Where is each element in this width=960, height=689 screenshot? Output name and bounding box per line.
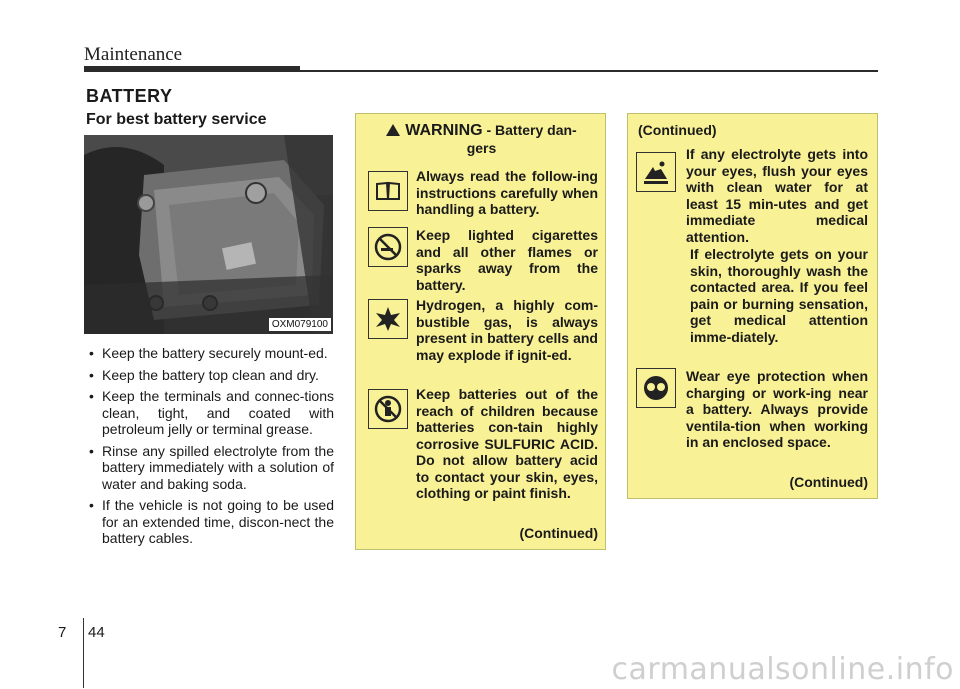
- acid-burn-icon: [636, 152, 676, 192]
- section-subtitle: For best battery service: [86, 111, 267, 128]
- warning-panel: [355, 113, 606, 550]
- list-item: • If the vehicle is not going to be used for an extended time, discon-nect the battery cables.: [86, 497, 334, 547]
- watermark: carmanualsonline.info: [611, 652, 954, 687]
- manual-book-icon: [368, 171, 408, 211]
- continued-heading: (Continued): [638, 122, 717, 138]
- header-rule-thin: [300, 70, 878, 72]
- warning-heading: [356, 122, 607, 158]
- warning-word: WARNING: [405, 122, 483, 139]
- list-item: • Keep the battery securely mount-ed.: [86, 345, 334, 362]
- warning-continued: (Continued): [519, 525, 598, 541]
- warning-heading-rest: - Battery dan-: [482, 122, 577, 138]
- section-title: BATTERY: [86, 86, 173, 106]
- warning-triangle-icon: [386, 124, 400, 136]
- warning-text-4: Keep batteries out of the reach of children because batteries con-tain highly corrosive SULFURIC ACID. Do not allow battery acid to contact your skin, eyes, clothing or paint finish.: [416, 386, 598, 501]
- warning-text-1: Always read the follow-ing instructions carefully when handling a battery.: [416, 168, 598, 217]
- warning-text-2: Keep lighted cigarettes and all other flames or sparks away from the battery.: [416, 227, 598, 293]
- continued-text-3: Wear eye protection when charging or work-ing near a battery. Always provide ventila-tion when working in an enclosed space.: [686, 368, 868, 450]
- page-number: 44: [88, 624, 105, 641]
- keep-away-children-icon: [368, 389, 408, 429]
- warning-panel-continued: [627, 113, 878, 499]
- no-smoking-icon: [368, 227, 408, 267]
- header-title: Maintenance: [84, 44, 183, 65]
- warning-text-3: Hydrogen, a highly com-bustible gas, is always present in battery cells and may explode if ignit-ed.: [416, 297, 598, 363]
- continued-text-1: If any electrolyte gets into your eyes, flush your eyes with clean water for at least 15 min-utes and get immediate medical attention.: [686, 146, 868, 245]
- warning-heading-rest2: gers: [466, 140, 497, 156]
- explosion-icon: [368, 299, 408, 339]
- eye-protection-icon: [636, 368, 676, 408]
- chapter-number: 7: [58, 624, 67, 641]
- page-divider: [83, 618, 84, 688]
- continued-footer: (Continued): [789, 474, 868, 490]
- list-item: • Keep the battery top clean and dry.: [86, 367, 334, 384]
- continued-text-2: If electrolyte gets on your skin, thoroughly wash the contacted area. If you feel pain or burning sensation, get medical attention imme-diately.: [690, 246, 868, 345]
- header-rule-thick: [84, 66, 300, 72]
- battery-tips-list: [86, 345, 334, 552]
- photo-code-label: OXM079100: [269, 318, 331, 331]
- list-item: • Keep the terminals and connec-tions clean, tight, and coated with petroleum jelly or terminal grease.: [86, 388, 334, 438]
- battery-photo: [84, 135, 333, 334]
- list-item: • Rinse any spilled electrolyte from the battery immediately with a solution of water and baking soda.: [86, 443, 334, 493]
- battery-photo-illustration: [84, 135, 333, 334]
